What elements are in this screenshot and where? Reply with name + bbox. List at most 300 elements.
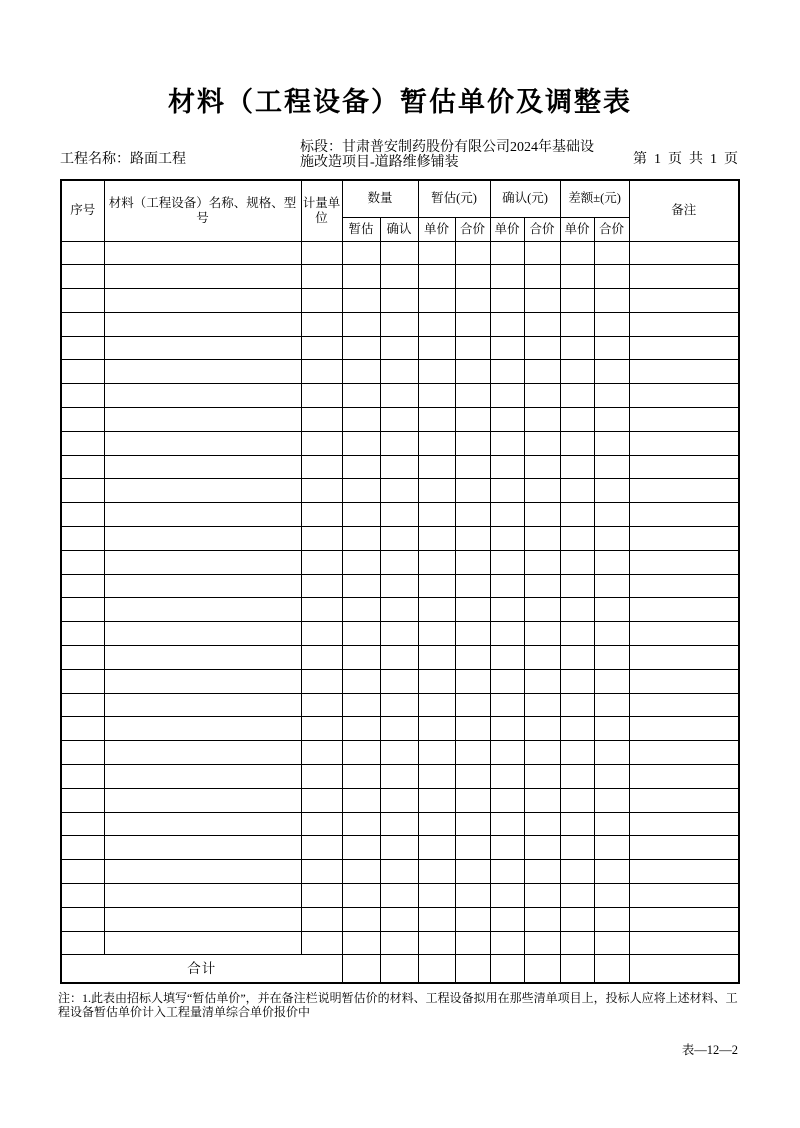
empty-table-row (61, 479, 739, 503)
empty-cell (61, 360, 104, 384)
empty-cell (629, 550, 739, 574)
empty-cell (380, 479, 418, 503)
empty-cell (490, 241, 524, 265)
empty-cell (455, 669, 490, 693)
empty-cell (594, 241, 629, 265)
empty-cell (524, 931, 560, 955)
empty-cell (61, 503, 104, 527)
empty-cell (490, 550, 524, 574)
empty-cell (104, 931, 301, 955)
empty-cell (61, 812, 104, 836)
empty-cell (455, 336, 490, 360)
empty-table-row (61, 408, 739, 432)
empty-cell (524, 836, 560, 860)
empty-cell (61, 574, 104, 598)
empty-cell (490, 812, 524, 836)
empty-cell (490, 788, 524, 812)
empty-cell (490, 360, 524, 384)
empty-cell (301, 646, 342, 670)
empty-cell (594, 265, 629, 289)
empty-cell (104, 741, 301, 765)
empty-cell (455, 693, 490, 717)
empty-table-row (61, 741, 739, 765)
empty-cell (490, 836, 524, 860)
empty-cell (455, 550, 490, 574)
empty-cell (560, 336, 594, 360)
sub-header-provisional-unit-price: 单价 (418, 217, 455, 241)
empty-cell (380, 360, 418, 384)
total-empty-cell (455, 955, 490, 983)
section-name: 标段：甘肃普安制药股份有限公司2024年基础设施改造项目-道路维修铺装 (300, 140, 594, 170)
sub-header-confirmed-total-price: 合价 (524, 217, 560, 241)
empty-cell (380, 503, 418, 527)
empty-cell (418, 622, 455, 646)
empty-cell (524, 860, 560, 884)
empty-cell (560, 669, 594, 693)
empty-cell (342, 265, 380, 289)
empty-cell (629, 836, 739, 860)
empty-cell (490, 646, 524, 670)
empty-cell (524, 812, 560, 836)
total-empty-cell (560, 955, 594, 983)
project-name-label: 工程名称： (60, 152, 130, 167)
empty-cell (490, 408, 524, 432)
empty-cell (104, 836, 301, 860)
empty-cell (455, 431, 490, 455)
empty-cell (629, 503, 739, 527)
empty-cell (594, 884, 629, 908)
empty-cell (301, 598, 342, 622)
empty-cell (629, 241, 739, 265)
empty-cell (560, 788, 594, 812)
empty-cell (380, 693, 418, 717)
empty-cell (560, 479, 594, 503)
total-empty-cell (629, 955, 739, 983)
empty-cell (524, 289, 560, 313)
empty-cell (560, 527, 594, 551)
empty-cell (104, 503, 301, 527)
empty-cell (61, 931, 104, 955)
empty-cell (342, 431, 380, 455)
empty-cell (380, 765, 418, 789)
empty-cell (301, 527, 342, 551)
empty-cell (524, 265, 560, 289)
empty-cell (560, 241, 594, 265)
empty-cell (524, 503, 560, 527)
empty-cell (629, 336, 739, 360)
empty-cell (629, 907, 739, 931)
project-name (60, 152, 300, 170)
empty-cell (524, 788, 560, 812)
empty-cell (418, 527, 455, 551)
empty-cell (418, 431, 455, 455)
empty-cell (629, 860, 739, 884)
empty-cell (61, 860, 104, 884)
empty-cell (629, 527, 739, 551)
empty-cell (61, 479, 104, 503)
empty-cell (418, 765, 455, 789)
sub-header-quantity-confirmed: 确认 (380, 217, 418, 241)
empty-cell (380, 717, 418, 741)
empty-cell (61, 265, 104, 289)
empty-cell (455, 765, 490, 789)
empty-cell (560, 931, 594, 955)
col-header-quantity-group: 数量 (342, 180, 418, 217)
empty-cell (380, 812, 418, 836)
empty-cell (301, 788, 342, 812)
empty-table-row (61, 265, 739, 289)
empty-cell (418, 455, 455, 479)
empty-cell (61, 336, 104, 360)
empty-cell (524, 574, 560, 598)
empty-table-row (61, 931, 739, 955)
empty-cell (560, 574, 594, 598)
empty-table-row (61, 812, 739, 836)
sub-header-provisional-total-price: 合价 (455, 217, 490, 241)
empty-cell (61, 884, 104, 908)
empty-cell (560, 907, 594, 931)
empty-table-row (61, 598, 739, 622)
empty-cell (342, 907, 380, 931)
empty-table-row (61, 384, 739, 408)
sub-header-quantity-provisional: 暂估 (342, 217, 380, 241)
empty-cell (342, 646, 380, 670)
empty-cell (455, 598, 490, 622)
empty-table-row (61, 336, 739, 360)
empty-cell (560, 408, 594, 432)
empty-cell (301, 741, 342, 765)
empty-cell (594, 765, 629, 789)
empty-cell (61, 741, 104, 765)
empty-cell (418, 860, 455, 884)
empty-cell (61, 312, 104, 336)
form-code: 表—12—2 (681, 1043, 738, 1057)
empty-cell (629, 812, 739, 836)
empty-cell (104, 431, 301, 455)
empty-cell (418, 884, 455, 908)
empty-cell (455, 312, 490, 336)
total-empty-cell (342, 955, 380, 983)
empty-cell (418, 574, 455, 598)
empty-cell (104, 360, 301, 384)
empty-cell (629, 622, 739, 646)
empty-cell (104, 479, 301, 503)
empty-cell (342, 384, 380, 408)
empty-cell (380, 265, 418, 289)
empty-table-row (61, 241, 739, 265)
empty-cell (490, 455, 524, 479)
empty-cell (301, 312, 342, 336)
total-empty-cell (594, 955, 629, 983)
empty-cell (524, 550, 560, 574)
empty-cell (104, 265, 301, 289)
empty-cell (418, 550, 455, 574)
empty-cell (594, 646, 629, 670)
empty-cell (301, 884, 342, 908)
empty-table-row (61, 669, 739, 693)
empty-cell (380, 312, 418, 336)
header-group-row (61, 180, 739, 217)
empty-cell (301, 408, 342, 432)
empty-cell (560, 741, 594, 765)
empty-cell (594, 931, 629, 955)
empty-cell (455, 408, 490, 432)
empty-table-row (61, 884, 739, 908)
empty-cell (490, 622, 524, 646)
empty-cell (342, 289, 380, 313)
empty-cell (104, 455, 301, 479)
empty-cell (301, 479, 342, 503)
empty-table-row (61, 431, 739, 455)
empty-cell (342, 860, 380, 884)
empty-cell (455, 289, 490, 313)
empty-cell (104, 289, 301, 313)
empty-cell (301, 550, 342, 574)
empty-cell (490, 479, 524, 503)
empty-cell (61, 455, 104, 479)
empty-cell (104, 669, 301, 693)
empty-cell (629, 646, 739, 670)
empty-cell (629, 289, 739, 313)
empty-table-row (61, 646, 739, 670)
empty-cell (629, 408, 739, 432)
empty-cell (594, 574, 629, 598)
empty-cell (594, 622, 629, 646)
empty-cell (594, 717, 629, 741)
empty-cell (629, 312, 739, 336)
empty-cell (61, 527, 104, 551)
empty-cell (104, 336, 301, 360)
empty-cell (524, 884, 560, 908)
empty-cell (629, 574, 739, 598)
empty-cell (455, 836, 490, 860)
empty-cell (594, 527, 629, 551)
empty-cell (301, 574, 342, 598)
col-header-difference-group: 差额±(元) (560, 180, 629, 217)
empty-cell (524, 312, 560, 336)
col-header-name: 材料（工程设备）名称、规格、型号 (104, 180, 301, 241)
empty-cell (490, 931, 524, 955)
empty-cell (104, 408, 301, 432)
empty-cell (490, 765, 524, 789)
empty-cell (301, 289, 342, 313)
empty-table-row (61, 574, 739, 598)
empty-cell (490, 884, 524, 908)
empty-cell (560, 717, 594, 741)
empty-cell (490, 741, 524, 765)
empty-cell (418, 336, 455, 360)
empty-cell (629, 455, 739, 479)
empty-cell (380, 931, 418, 955)
col-header-remark: 备注 (629, 180, 739, 241)
empty-cell (594, 312, 629, 336)
empty-cell (301, 717, 342, 741)
empty-cell (594, 431, 629, 455)
sub-header-difference-unit-price: 单价 (560, 217, 594, 241)
empty-cell (104, 622, 301, 646)
total-empty-cell (380, 955, 418, 983)
empty-table-row (61, 860, 739, 884)
empty-cell (61, 788, 104, 812)
empty-cell (490, 289, 524, 313)
empty-cell (455, 479, 490, 503)
empty-cell (629, 717, 739, 741)
empty-cell (418, 360, 455, 384)
empty-cell (455, 574, 490, 598)
empty-cell (61, 241, 104, 265)
empty-cell (455, 931, 490, 955)
empty-cell (490, 312, 524, 336)
empty-cell (629, 598, 739, 622)
empty-cell (455, 622, 490, 646)
empty-cell (301, 503, 342, 527)
empty-cell (342, 550, 380, 574)
empty-cell (301, 812, 342, 836)
empty-cell (560, 884, 594, 908)
empty-cell (490, 431, 524, 455)
empty-table-row (61, 836, 739, 860)
empty-cell (61, 598, 104, 622)
empty-cell (342, 717, 380, 741)
empty-cell (594, 741, 629, 765)
empty-cell (629, 788, 739, 812)
empty-cell (342, 812, 380, 836)
empty-cell (104, 884, 301, 908)
empty-cell (418, 907, 455, 931)
empty-cell (594, 336, 629, 360)
empty-cell (524, 241, 560, 265)
empty-table-row (61, 527, 739, 551)
empty-cell (455, 884, 490, 908)
empty-cell (524, 907, 560, 931)
empty-cell (524, 527, 560, 551)
empty-cell (380, 431, 418, 455)
empty-cell (629, 765, 739, 789)
empty-cell (380, 788, 418, 812)
empty-cell (418, 788, 455, 812)
empty-cell (301, 693, 342, 717)
empty-cell (418, 241, 455, 265)
empty-cell (560, 646, 594, 670)
empty-table-row (61, 765, 739, 789)
col-header-provisional-group: 暂估(元) (418, 180, 490, 217)
empty-cell (524, 622, 560, 646)
empty-cell (560, 455, 594, 479)
total-empty-cell (490, 955, 524, 983)
empty-cell (380, 669, 418, 693)
empty-cell (629, 384, 739, 408)
empty-cell (594, 408, 629, 432)
total-empty-cell (418, 955, 455, 983)
empty-cell (342, 669, 380, 693)
empty-cell (342, 527, 380, 551)
empty-cell (301, 431, 342, 455)
empty-cell (104, 384, 301, 408)
project-name-value: 路面工程 (130, 152, 186, 167)
empty-cell (342, 503, 380, 527)
empty-cell (342, 312, 380, 336)
empty-cell (594, 907, 629, 931)
empty-cell (104, 765, 301, 789)
empty-cell (301, 384, 342, 408)
empty-cell (418, 265, 455, 289)
empty-table-row (61, 622, 739, 646)
empty-cell (594, 360, 629, 384)
empty-cell (61, 717, 104, 741)
empty-cell (342, 479, 380, 503)
empty-cell (594, 788, 629, 812)
empty-cell (301, 860, 342, 884)
empty-cell (560, 836, 594, 860)
empty-cell (380, 241, 418, 265)
total-row (61, 955, 739, 983)
empty-cell (342, 622, 380, 646)
empty-cell (301, 836, 342, 860)
empty-cell (380, 550, 418, 574)
empty-cell (61, 646, 104, 670)
empty-cell (380, 646, 418, 670)
empty-cell (594, 860, 629, 884)
empty-cell (490, 265, 524, 289)
empty-cell (301, 765, 342, 789)
empty-cell (560, 503, 594, 527)
sub-header-difference-total-price: 合价 (594, 217, 629, 241)
empty-cell (629, 479, 739, 503)
empty-cell (594, 693, 629, 717)
empty-cell (524, 455, 560, 479)
empty-cell (380, 384, 418, 408)
meta-row (60, 140, 738, 170)
empty-cell (342, 574, 380, 598)
empty-cell (104, 646, 301, 670)
empty-cell (418, 289, 455, 313)
empty-cell (301, 907, 342, 931)
empty-cell (560, 550, 594, 574)
empty-table-row (61, 455, 739, 479)
empty-cell (560, 860, 594, 884)
empty-cell (104, 812, 301, 836)
empty-cell (418, 717, 455, 741)
col-header-confirmed-group: 确认(元) (490, 180, 560, 217)
empty-cell (629, 360, 739, 384)
empty-cell (594, 503, 629, 527)
empty-cell (61, 693, 104, 717)
empty-cell (61, 431, 104, 455)
empty-cell (629, 265, 739, 289)
col-header-serial: 序号 (61, 180, 104, 241)
empty-cell (490, 503, 524, 527)
empty-cell (61, 669, 104, 693)
empty-cell (524, 360, 560, 384)
empty-table-row (61, 907, 739, 931)
empty-cell (490, 717, 524, 741)
empty-cell (104, 527, 301, 551)
empty-cell (560, 693, 594, 717)
empty-cell (455, 717, 490, 741)
empty-cell (560, 289, 594, 313)
empty-cell (418, 931, 455, 955)
empty-cell (455, 360, 490, 384)
empty-cell (560, 431, 594, 455)
empty-cell (524, 431, 560, 455)
empty-cell (629, 669, 739, 693)
sub-header-confirmed-unit-price: 单价 (490, 217, 524, 241)
empty-cell (104, 574, 301, 598)
empty-cell (560, 265, 594, 289)
empty-cell (455, 860, 490, 884)
empty-cell (594, 289, 629, 313)
empty-cell (455, 241, 490, 265)
